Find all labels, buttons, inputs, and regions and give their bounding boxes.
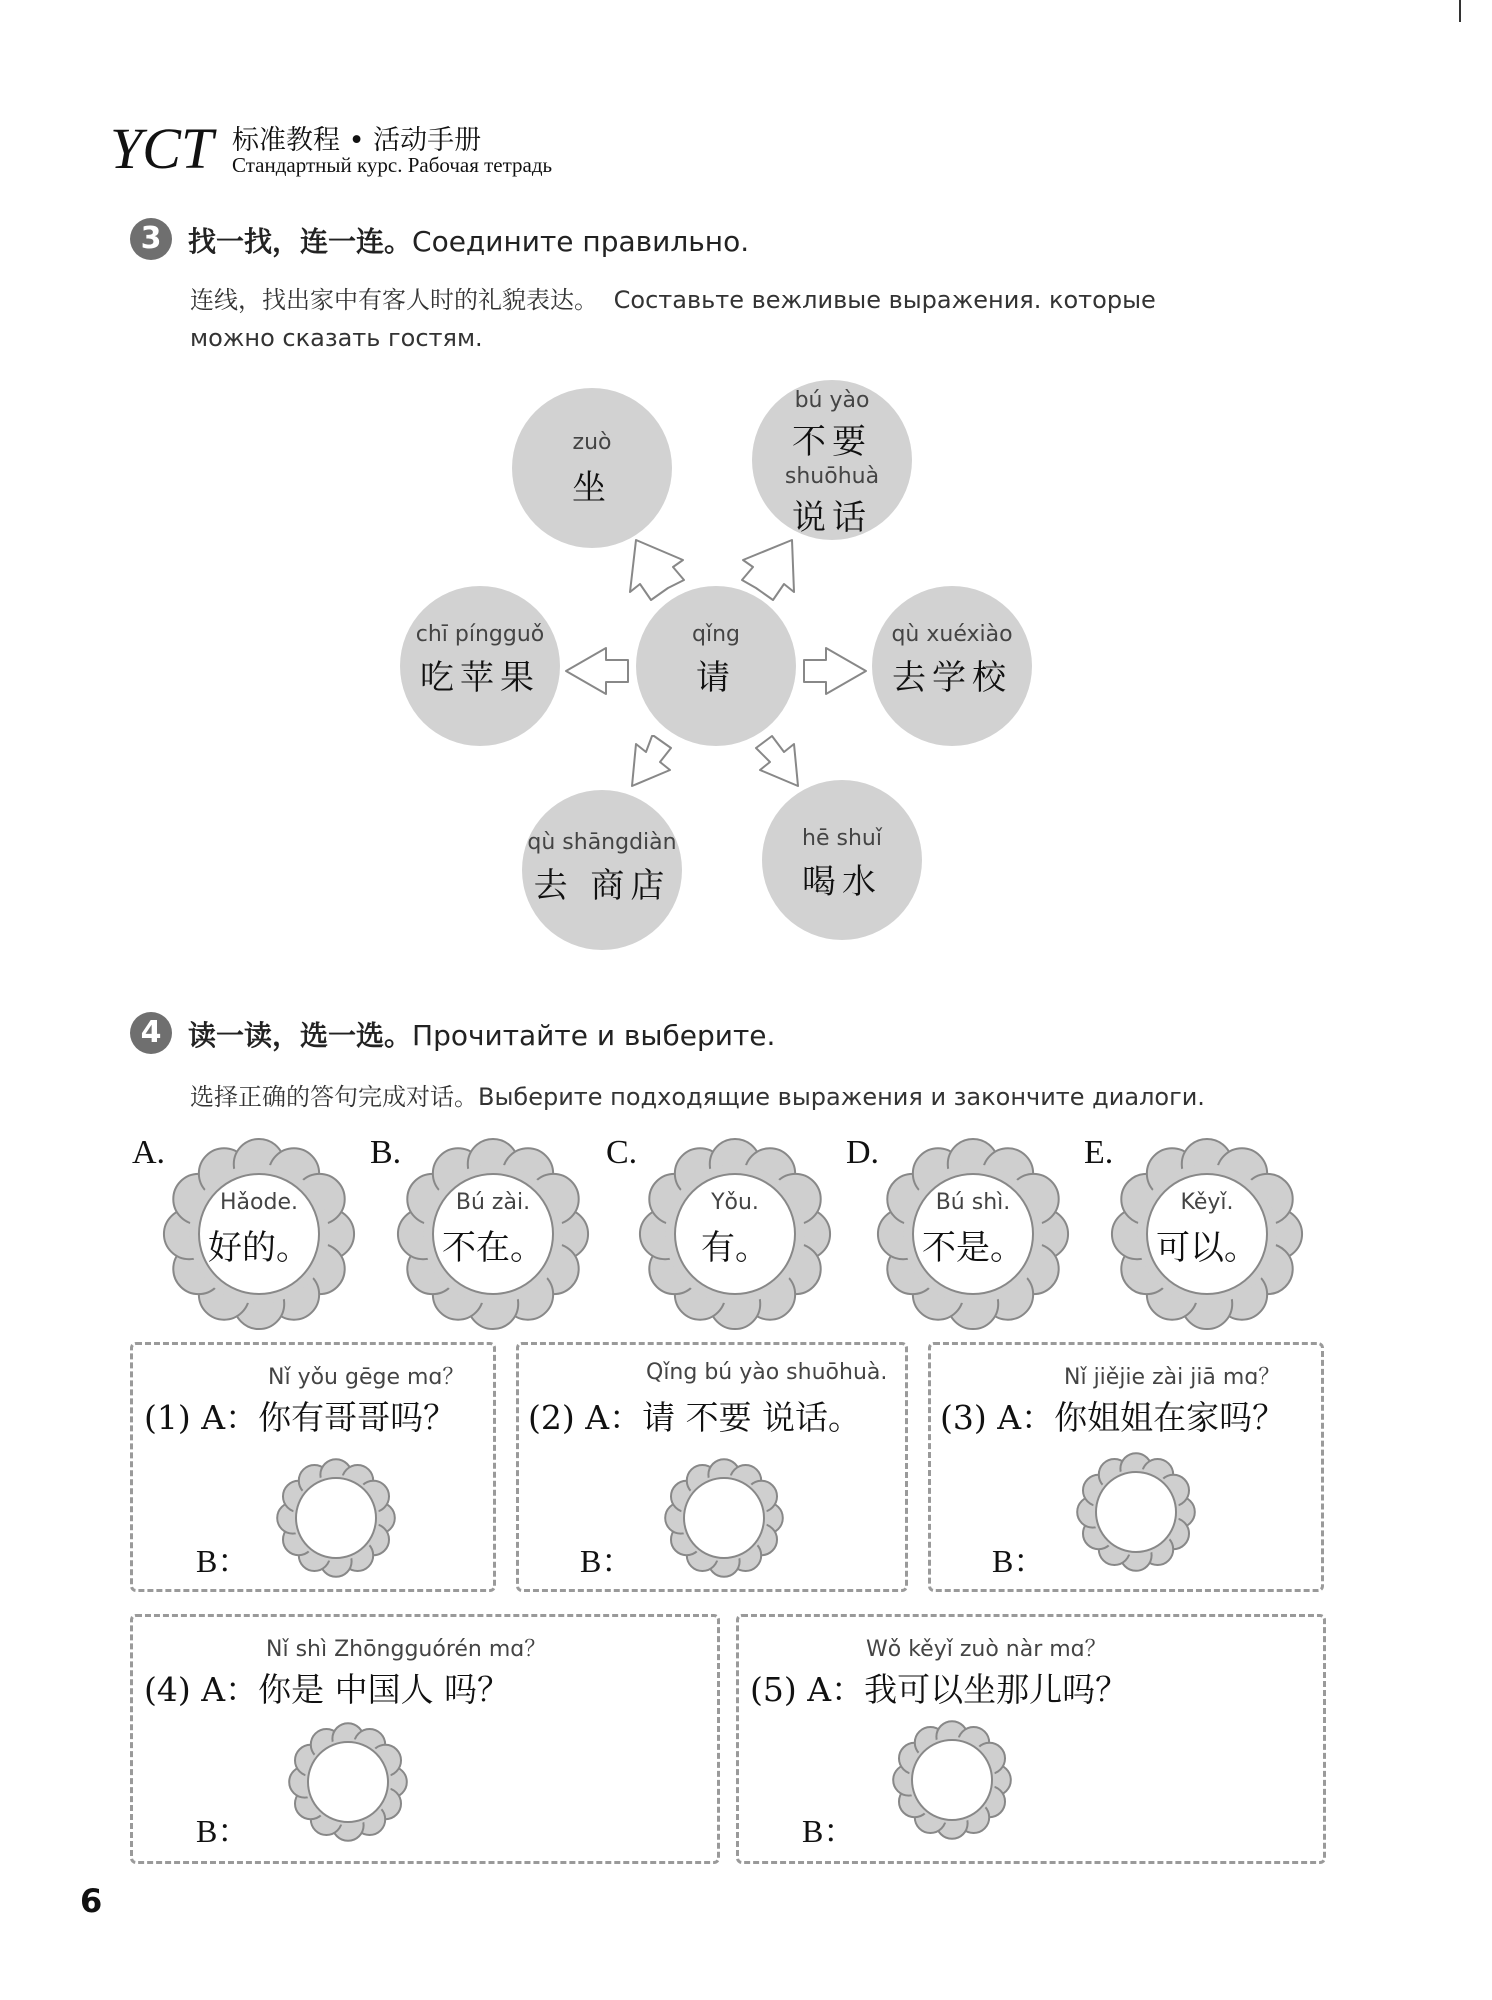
- question-5-answer-flower[interactable]: [892, 1720, 1012, 1840]
- arrow-to-zuo: [630, 540, 684, 600]
- bubble-center-pinyin: qǐng: [692, 622, 740, 647]
- bubble-xuexiao-pinyin: qù xuéxiào: [891, 622, 1013, 647]
- arrow-to-pingguo: [566, 648, 628, 694]
- question-1-label: (1) A：: [144, 1398, 259, 1437]
- question-2-pinyin: Qǐng bú yào shuōhuà.: [646, 1360, 888, 1385]
- bubble-heshui[interactable]: [762, 780, 922, 940]
- bubble-pingguo[interactable]: [400, 586, 560, 746]
- question-2-label: (2) A：: [528, 1398, 643, 1437]
- option-c-letter: C.: [606, 1134, 638, 1171]
- option-e-pinyin: Kěyǐ.: [1180, 1190, 1234, 1215]
- option-c-hanzi: 有。: [701, 1228, 769, 1268]
- question-1-hanzi: 你有哥哥吗？: [258, 1398, 457, 1437]
- question-4-line: [144, 1664, 510, 1711]
- question-2-answer-flower[interactable]: [664, 1458, 784, 1578]
- question-5-label: (5) A：: [750, 1670, 865, 1709]
- section-3-number: 3: [130, 218, 172, 260]
- question-3-hanzi: 你姐姐在家吗？: [1054, 1398, 1286, 1437]
- arrow-to-shangdian: [632, 736, 671, 786]
- section-4-title: [188, 1014, 775, 1054]
- arrow-to-heshui: [756, 736, 798, 786]
- option-d-pinyin: Bú shì.: [935, 1190, 1011, 1215]
- question-5-b-label: B：: [802, 1813, 856, 1849]
- option-c-pinyin: Yǒu.: [711, 1190, 759, 1215]
- bubble-zuo[interactable]: [512, 388, 672, 548]
- option-b-hanzi: 不在。: [442, 1228, 544, 1268]
- bubble-shuohua-pinyin-2: shuōhuà: [784, 464, 880, 489]
- section-3-instruction-cn: 连线，找出家中有客人时的礼貌表达。: [190, 286, 598, 314]
- option-d-letter: D.: [846, 1134, 880, 1171]
- question-1-pinyin: Nǐ yǒu gēge mɑ？: [268, 1365, 465, 1390]
- bubble-pingguo-pinyin: chī píngguǒ: [415, 622, 545, 647]
- bubble-center-qing: [636, 586, 796, 746]
- bubble-shuohua-pinyin: bú yào: [794, 388, 870, 413]
- question-2-hanzi: 请 不要 说话。: [642, 1398, 862, 1437]
- question-4-label: (4) A：: [144, 1670, 259, 1709]
- option-e-letter: E.: [1084, 1134, 1114, 1171]
- header-title-ru: Стандартный курс. Рабочая тетрадь: [232, 153, 553, 177]
- bubble-shuohua-hanzi-2: 说话: [792, 498, 872, 538]
- bubble-shangdian-hanzi: 去 商店: [533, 866, 671, 906]
- bubble-shangdian[interactable]: [522, 790, 682, 950]
- question-3-pinyin: Nǐ jiějie zài jiā mɑ？: [1064, 1365, 1281, 1390]
- section-3-instruction-ru-1: Составьте вежливые выражения. которые: [613, 286, 1156, 314]
- bubble-xuexiao-hanzi: 去学校: [892, 658, 1012, 698]
- question-3-b-label: B：: [992, 1543, 1046, 1579]
- question-4-b-label: B：: [196, 1813, 250, 1849]
- arrow-to-xuexiao: [804, 648, 866, 694]
- question-5-hanzi: 我可以坐那儿吗？: [864, 1670, 1129, 1709]
- section-4-title-ru: Прочитайте и выберите.: [412, 1019, 776, 1052]
- section-3-title-cn: 找一找，连一连。: [188, 225, 413, 258]
- question-5-line: [750, 1664, 1128, 1711]
- section-3-instruction-ru-2: можно сказать гостям.: [190, 324, 483, 352]
- section-4-number: 4: [130, 1012, 172, 1054]
- bubble-shuohua-hanzi: 不要: [792, 422, 872, 462]
- option-e-hanzi: 可以。: [1156, 1228, 1258, 1268]
- arrow-to-shuohua: [742, 540, 794, 600]
- option-b-letter: B.: [370, 1134, 402, 1171]
- section-4-title-cn: 读一读，选一选。: [188, 1019, 413, 1052]
- bubble-center-hanzi: 请: [696, 658, 736, 698]
- option-d-hanzi: 不是。: [922, 1228, 1024, 1268]
- bubble-shangdian-pinyin: qù shāngdiàn: [527, 830, 677, 855]
- page-number: 6: [80, 1882, 103, 1920]
- question-3-answer-flower[interactable]: [1076, 1452, 1196, 1572]
- question-2-line: [528, 1392, 861, 1439]
- bubble-heshui-pinyin: hē shuǐ: [802, 826, 882, 851]
- question-1-b-label: B：: [196, 1543, 250, 1579]
- question-3-line: [940, 1392, 1285, 1439]
- question-2-b-label: B：: [580, 1543, 634, 1579]
- question-5-pinyin: Wǒ kěyǐ zuò nàr mɑ？: [866, 1637, 1107, 1662]
- bubble-pingguo-hanzi: 吃苹果: [420, 658, 540, 698]
- question-4-pinyin: Nǐ shì Zhōngguórén mɑ？: [266, 1637, 547, 1662]
- question-4-hanzi: 你是 中国人 吗？: [258, 1670, 511, 1709]
- question-1-answer-flower[interactable]: [276, 1458, 396, 1578]
- bubble-zuo-pinyin: zuò: [572, 430, 612, 455]
- question-3-label: (3) A：: [940, 1398, 1055, 1437]
- option-a-hanzi: 好的。: [208, 1228, 310, 1268]
- bubble-heshui-hanzi: 喝水: [802, 862, 882, 902]
- logo-text: YCT: [110, 118, 214, 178]
- bubble-zuo-hanzi: 坐: [572, 468, 612, 508]
- section-4-instruction: 选择正确的答句完成对话。Выберите подходящие выражения и закончите диалоги.: [190, 1083, 1205, 1111]
- question-4-answer-flower[interactable]: [288, 1722, 408, 1842]
- bubble-shuohua[interactable]: [752, 380, 912, 540]
- header-title-cn: 标准教程 • 活动手册: [232, 125, 482, 156]
- option-a-pinyin: Hǎode.: [220, 1190, 298, 1215]
- option-a-letter: A.: [132, 1134, 166, 1171]
- section-3-title-ru: Соедините правильно.: [412, 225, 750, 258]
- bubble-xuexiao[interactable]: [872, 586, 1032, 746]
- option-b-pinyin: Bú zài.: [455, 1190, 531, 1215]
- question-1-line: [144, 1392, 456, 1439]
